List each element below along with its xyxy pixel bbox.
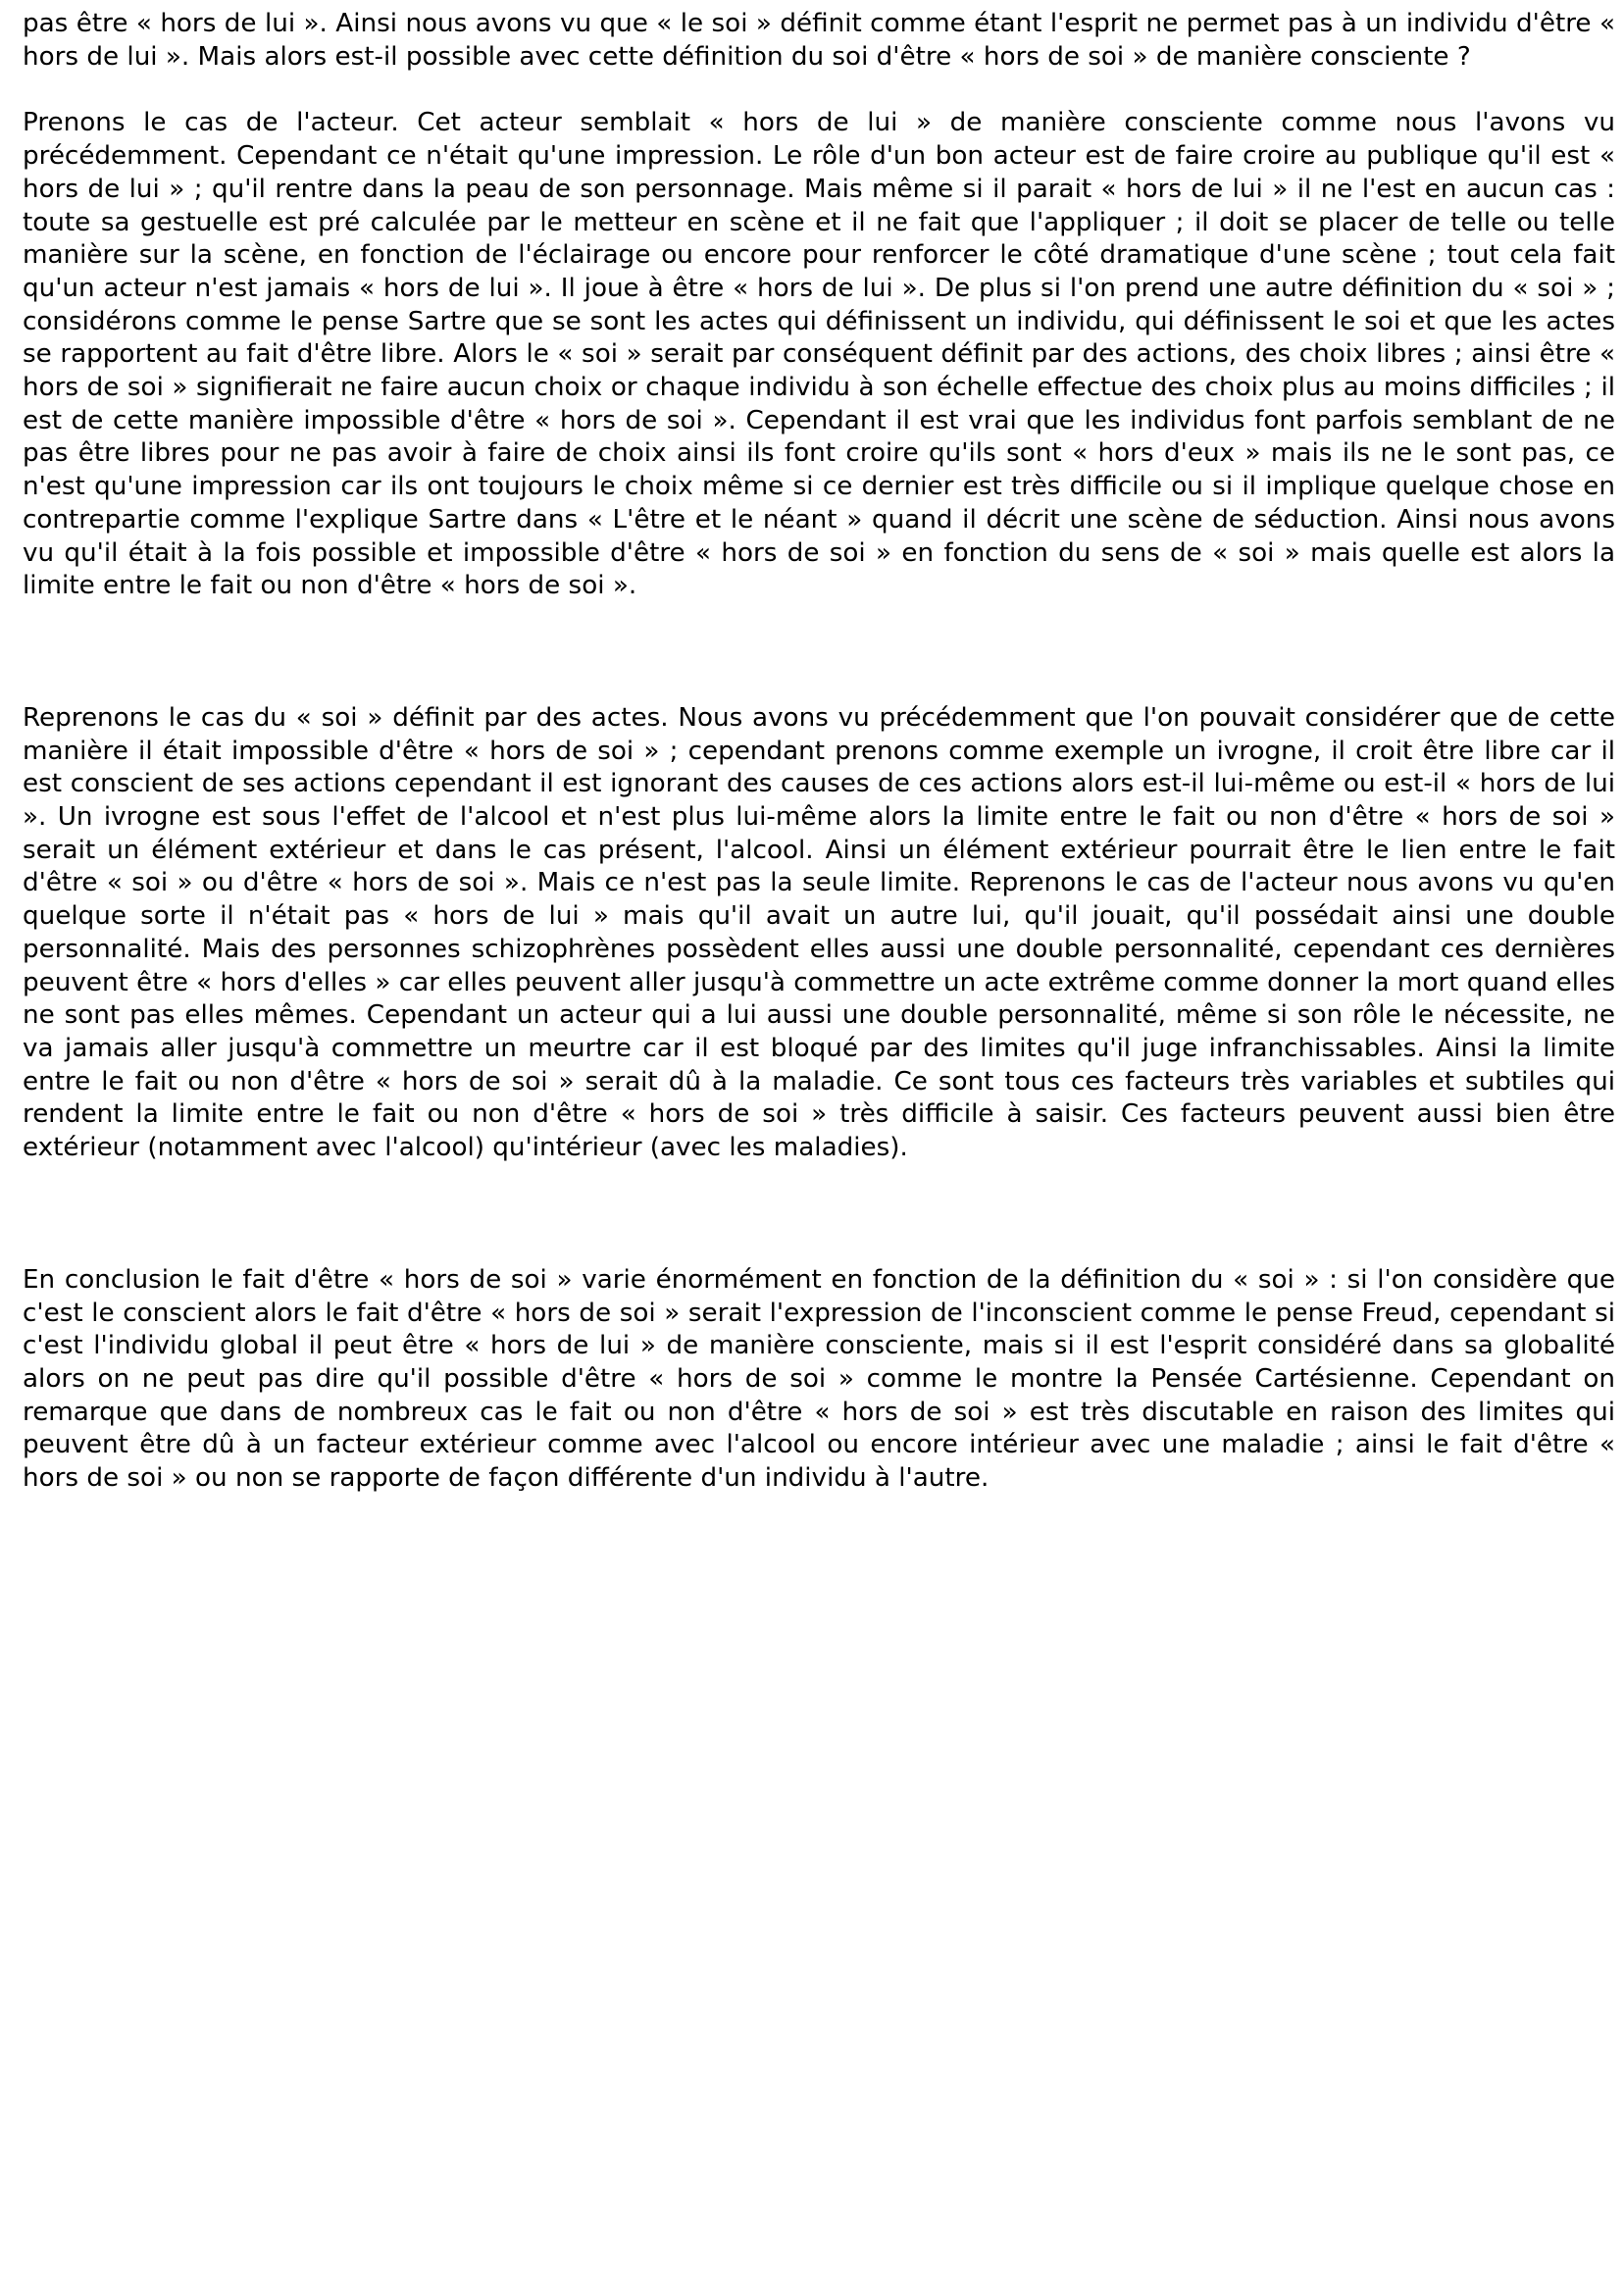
paragraph-conclusion: En conclusion le fait d'être « hors de soi » varie énormément en fonction de la définition du « soi » : si l'on considère que c'est le conscient alors le fait d'être « hors de soi » serait l'expression de l'inconscient comme le pense Freud, cependant si c'est l'individu global il peut être « hors de lui » de manière consciente, mais si il est l'esprit considéré dans sa globalité alors on ne peut pas dire qu'il possible d'être « hors de soi » comme le montre la Pensée Cartésienne. Cependant on remarque que dans de nombreux cas le fait ou non d'être « hors de soi » est très discutable en raison des limites qui peuvent être dû à un facteur extérieur comme avec l'alcool ou encore intérieur avec une maladie ; ainsi le fait d'être « hors de soi » ou non se rapporte de façon différente d'un individu à l'autre. xyxy=(23,1264,1615,1494)
section-spacer xyxy=(23,1165,1615,1264)
section-spacer xyxy=(23,603,1615,702)
paragraph-actor: Prenons le cas de l'acteur. Cet acteur semblait « hors de lui » de manière consciente comme nous l'avons vu précédemment. Cependant ce n'était qu'une impression. Le rôle d'un bon acteur est de faire croire au publique qu'il est « hors de lui » ; qu'il rentre dans la peau de son personnage. Mais même si il parait « hors de lui » il ne l'est en aucun cas : toute sa gestuelle est pré calculée par le metteur en scène et il ne fait que l'appliquer ; il doit se placer de telle ou telle manière sur la scène, en fonction de l'éclairage ou encore pour renforcer le côté dramatique d'une scène ; tout cela fait qu'un acteur n'est jamais « hors de lui ». Il joue à être « hors de lui ». De plus si l'on prend une autre définition du « soi » ; considérons comme le pense Sartre que se sont les actes qui définissent un individu, qui définissent le soi et que les actes se rapportent au fait d'être libre. Alors le « soi » serait par conséquent définit par des actions, des choix libres ; ainsi être « hors de soi » signifierait ne faire aucun choix or chaque individu à son échelle effectue des choix plus au moins difficiles ; il est de cette manière impossible d'être « hors de soi ». Cependant il est vrai que les individus font parfois semblant de ne pas être libres pour ne pas avoir à faire de choix ainsi ils font croire qu'ils sont « hors d'eux » mais ils ne le sont pas, ce n'est qu'une impression car ils ont toujours le choix même si ce dernier est très difficile ou si il implique quelque chose en contrepartie comme l'explique Sartre dans « L'être et le néant » quand il décrit une scène de séduction. Ainsi nous avons vu qu'il était à la fois possible et impossible d'être « hors de soi » en fonction du sens de « soi » mais quelle est alors la limite entre le fait ou non d'être « hors de soi ». xyxy=(23,108,1615,601)
paragraph-intro: pas être « hors de lui ». Ainsi nous avons vu que « le soi » définit comme étant l'esprit ne permet pas à un individu d'être « hors de lui ». Mais alors est-il possible avec cette définition du soi d'être « hors de soi » de manière consciente ? xyxy=(23,9,1615,72)
document-page xyxy=(23,8,1615,1496)
paragraph-limits: Reprenons le cas du « soi » définit par des actes. Nous avons vu précédemment que l'on pouvait considérer que de cette manière il était impossible d'être « hors de soi » ; cependant prenons comme exemple un ivrogne, il croit être libre car il est conscient de ses actions cependant il est ignorant des causes de ces actions alors est-il lui-même ou est-il « hors de lui ». Un ivrogne est sous l'effet de l'alcool et n'est plus lui-même alors la limite entre le fait ou non d'être « hors de soi » serait un élément extérieur et dans le cas présent, l'alcool. Ainsi un élément extérieur pourrait être le lien entre le fait d'être « soi » ou d'être « hors de soi ». Mais ce n'est pas la seule limite. Reprenons le cas de l'acteur nous avons vu qu'en quelque sorte il n'était pas « hors de lui » mais qu'il avait un autre lui, qu'il jouait, qu'il possédait ainsi une double personnalité. Mais des personnes schizophrènes possèdent elles aussi une double personnalité, cependant ces dernières peuvent être « hors d'elles » car elles peuvent aller jusqu'à commettre un acte extrême comme donner la mort quand elles ne sont pas elles mêmes. Cependant un acteur qui a lui aussi une double personnalité, même si son rôle le nécessite, ne va jamais aller jusqu'à commettre un meurtre car il est bloqué par des limites qu'il juge infranchissables. Ainsi la limite entre le fait ou non d'être « hors de soi » serait dû à la maladie. Ce sont tous ces facteurs très variables et subtiles qui rendent la limite entre le fait ou non d'être « hors de soi » très difficile à saisir. Ces facteurs peuvent aussi bien être extérieur (notamment avec l'alcool) qu'intérieur (avec les maladies). xyxy=(23,702,1615,1163)
paragraph-spacer xyxy=(23,74,1615,107)
